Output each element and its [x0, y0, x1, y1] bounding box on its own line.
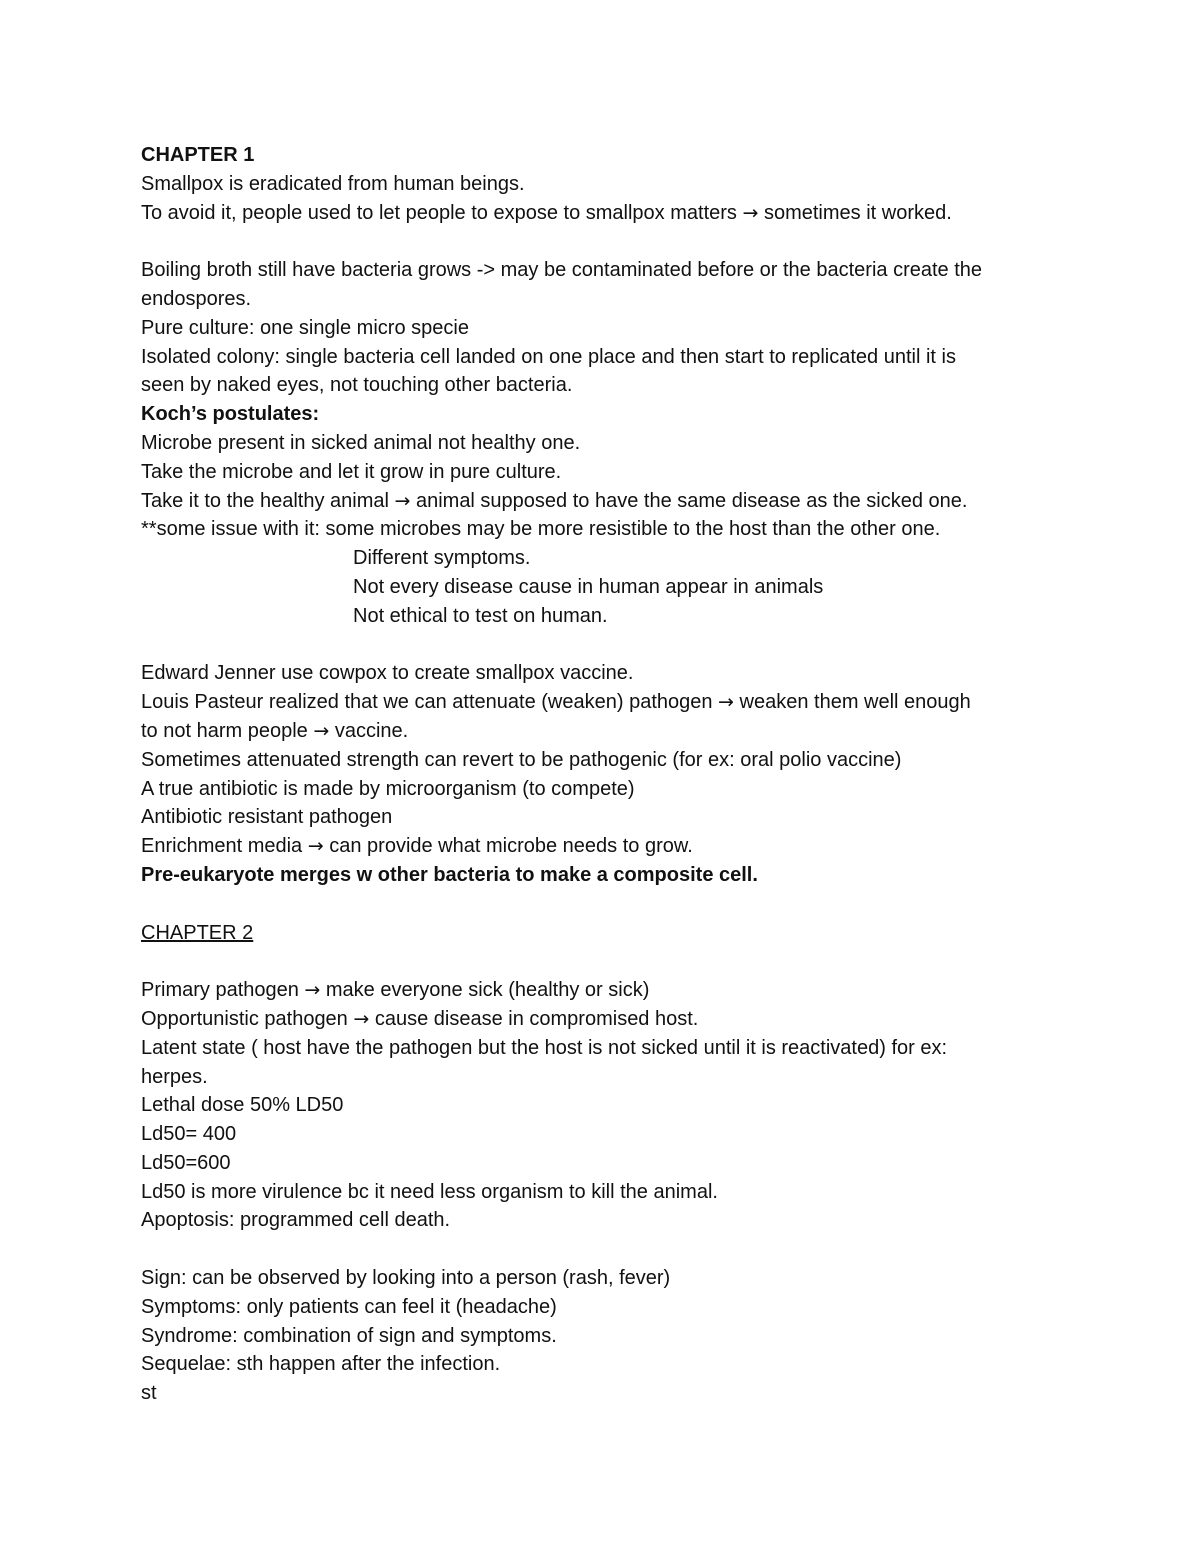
right-arrow-icon: →	[353, 1007, 370, 1030]
paragraph-line: Sequelae: sth happen after the infection.	[141, 1353, 501, 1376]
paragraph-line	[141, 717, 1061, 746]
paragraph-line: Syndrome: combination of sign and symptoms.	[141, 1324, 557, 1347]
right-arrow-icon: →	[304, 979, 321, 1002]
text-segment: make everyone sick (healthy or sick)	[320, 979, 650, 1002]
text-segment: Louis Pasteur realized that we can attenuate (weaken) pathogen	[141, 691, 719, 714]
paragraph-line: herpes.	[141, 1065, 208, 1088]
paragraph-line: Edward Jenner use cowpox to create smallpox vaccine.	[141, 662, 634, 685]
paragraph-line: Ld50 is more virulence bc it need less organism to kill the animal.	[141, 1180, 718, 1203]
paragraph-line: Sometimes attenuated strength can revert to be pathogenic (for ex: oral polio vaccine)	[141, 748, 902, 771]
chapter-2-heading: CHAPTER 2	[141, 921, 254, 944]
paragraph-line	[141, 688, 1061, 717]
paragraph-line: A true antibiotic is made by microorganism (to compete)	[141, 777, 635, 800]
chapter-1-heading: CHAPTER 1	[141, 144, 255, 166]
indented-line: Different symptoms.	[353, 547, 531, 570]
paragraph-line: Smallpox is eradicated from human beings.	[141, 172, 525, 195]
paragraph-line: Take the microbe and let it grow in pure culture.	[141, 460, 562, 483]
paragraph-line: Ld50=600	[141, 1151, 231, 1174]
document-body	[141, 141, 1061, 1408]
text-segment: animal supposed to have the same disease as the sicked one.	[410, 489, 968, 512]
blank-line	[141, 890, 1061, 919]
right-arrow-icon: →	[307, 835, 324, 858]
pre-eukaryote-note: Pre-eukaryote merges w other bacteria to make a composite cell.	[141, 863, 758, 886]
blank-line	[141, 631, 1061, 660]
koch-postulates-heading: Koch’s postulates:	[141, 403, 320, 426]
paragraph-line: Isolated colony: single bacteria cell landed on one place and then start to replicated until it is	[141, 345, 956, 368]
text-segment: Opportunistic pathogen	[141, 1007, 354, 1030]
indented-line: Not ethical to test on human.	[353, 604, 608, 627]
paragraph-line	[141, 832, 1061, 861]
right-arrow-icon: →	[742, 201, 759, 224]
blank-line	[141, 1235, 1061, 1264]
indented-line: Not every disease cause in human appear in animals	[353, 575, 824, 598]
paragraph-line: endospores.	[141, 287, 252, 310]
text-segment: cause disease in compromised host.	[369, 1007, 699, 1030]
paragraph-line	[141, 199, 1061, 228]
paragraph-line: Microbe present in sicked animal not healthy one.	[141, 431, 581, 454]
text-segment: To avoid it, people used to let people to expose to smallpox matters	[141, 201, 743, 224]
paragraph-line: **some issue with it: some microbes may be more resistible to the host than the other one.	[141, 518, 941, 541]
text-segment: weaken them well enough	[733, 691, 971, 714]
right-arrow-icon: →	[718, 691, 734, 714]
paragraph-line: Apoptosis: programmed cell death.	[141, 1209, 451, 1232]
paragraph-line: Symptoms: only patients can feel it (headache)	[141, 1295, 557, 1318]
text-segment: to not harm people	[141, 719, 314, 742]
right-arrow-icon: →	[313, 719, 330, 742]
text-segment: can provide what microbe needs to grow.	[323, 835, 693, 858]
paragraph-line: Pure culture: one single micro specie	[141, 316, 469, 339]
paragraph-line: Ld50= 400	[141, 1123, 237, 1146]
text-segment: Enrichment media	[141, 835, 308, 858]
text-segment: vaccine.	[329, 719, 409, 742]
paragraph-line: Latent state ( host have the pathogen but the host is not sicked until it is reactivated) for ex:	[141, 1036, 948, 1059]
text-segment: Primary pathogen	[141, 979, 305, 1002]
paragraph-line: Antibiotic resistant pathogen	[141, 806, 393, 829]
blank-line	[141, 227, 1061, 256]
text-segment: sometimes it worked.	[758, 201, 952, 224]
paragraph-line	[141, 976, 1061, 1005]
text-segment: Take it to the healthy animal	[141, 489, 395, 512]
paragraph-line: seen by naked eyes, not touching other bacteria.	[141, 374, 573, 397]
paragraph-line: st	[141, 1382, 157, 1405]
paragraph-line: Boiling broth still have bacteria grows -> may be contaminated before or the bacteria create the	[141, 259, 983, 282]
right-arrow-icon: →	[394, 489, 411, 512]
blank-line	[141, 947, 1061, 976]
paragraph-line: Lethal dose 50% LD50	[141, 1094, 344, 1117]
paragraph-line	[141, 1005, 1061, 1034]
paragraph-line	[141, 487, 1061, 516]
paragraph-line: Sign: can be observed by looking into a person (rash, fever)	[141, 1267, 671, 1290]
